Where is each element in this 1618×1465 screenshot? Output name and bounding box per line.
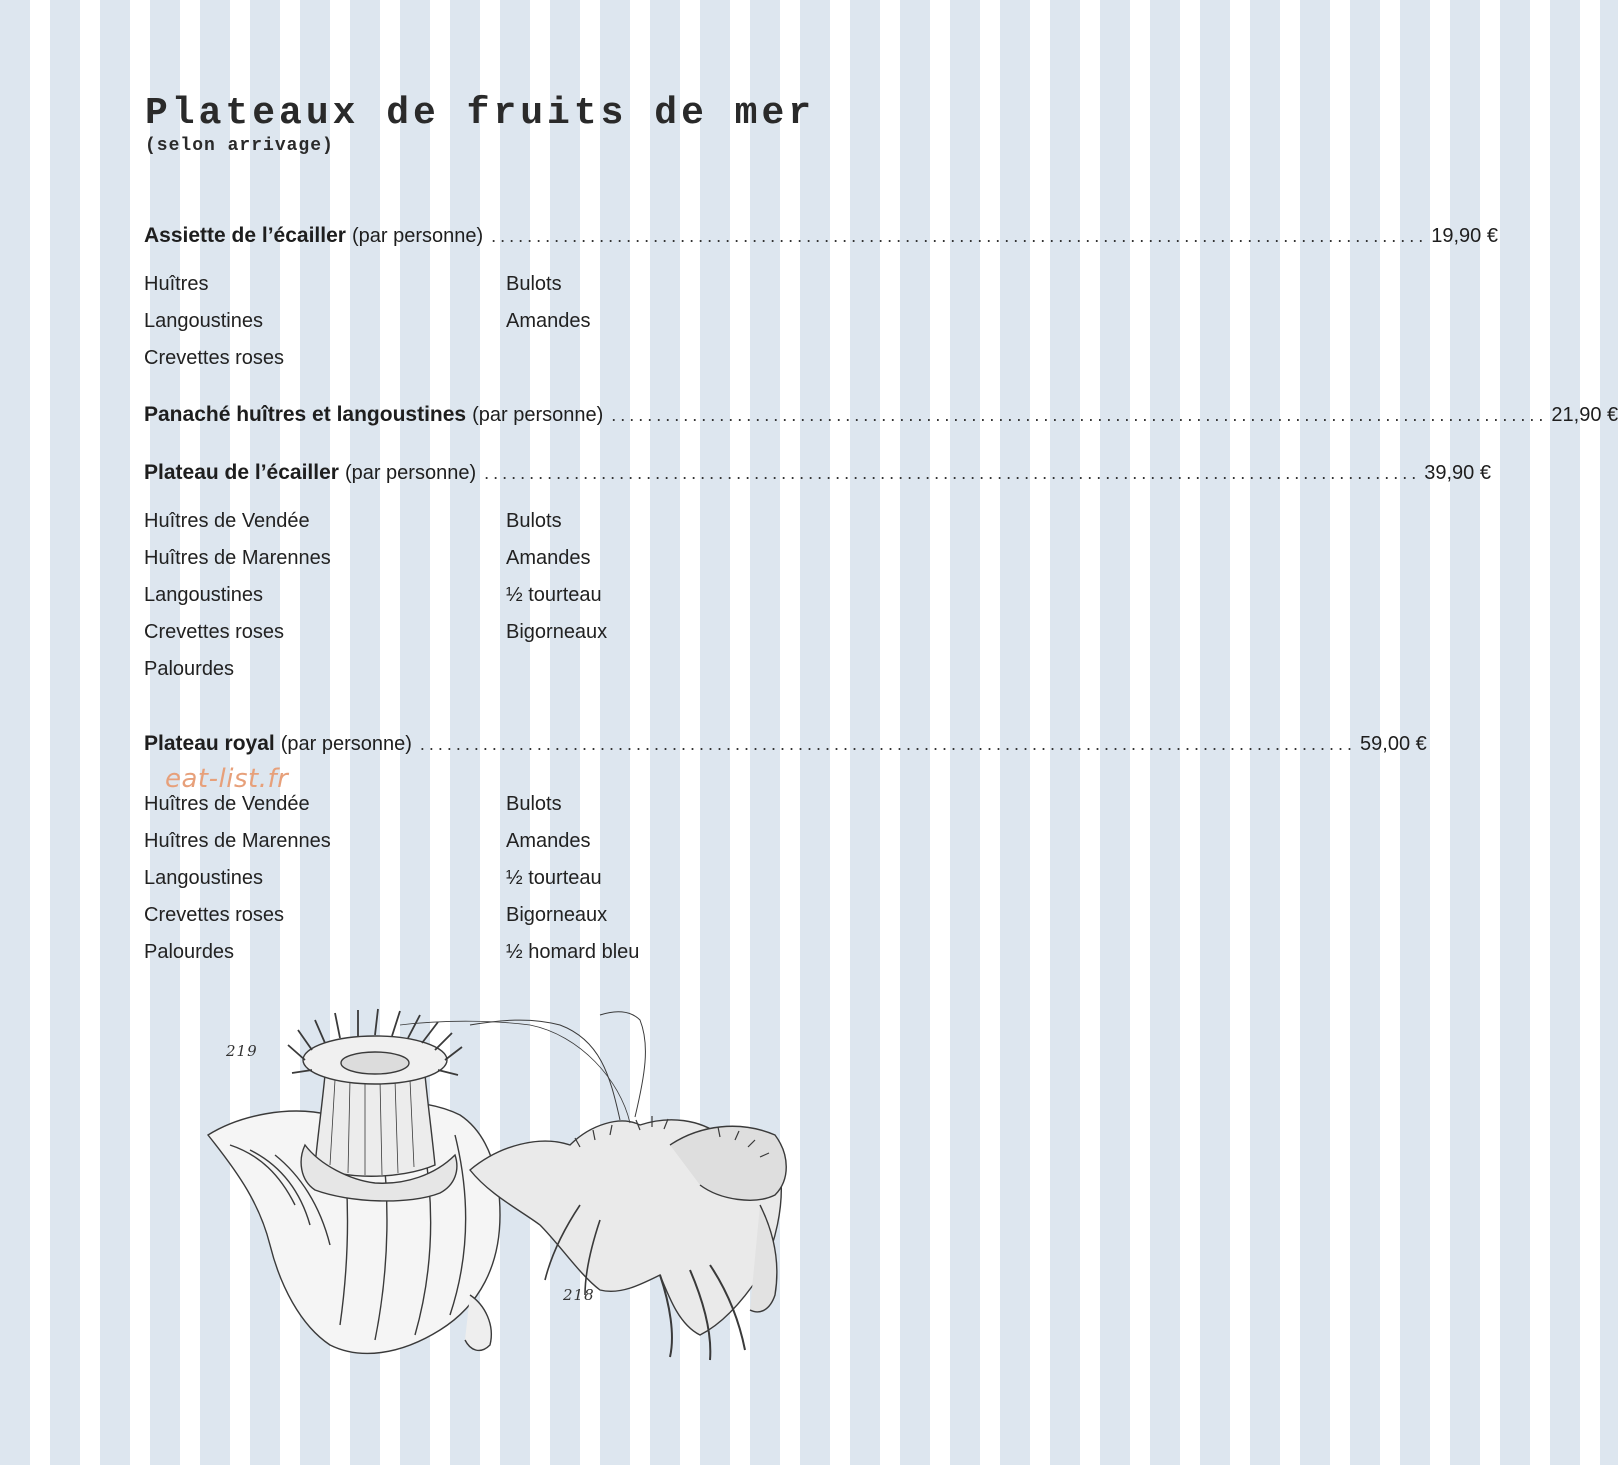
item-qualifier: (par personne) — [351, 225, 484, 247]
ingredient: Crevettes roses — [144, 347, 285, 369]
menu-title: Plateaux de fruits de mer — [145, 92, 816, 135]
item-name: Panaché huîtres et langoustines — [144, 403, 467, 426]
item-price: 19,90 € — [1431, 225, 1498, 247]
ingredient: Huîtres — [144, 273, 209, 295]
dot-leader: ........................................................................................................ — [419, 734, 1357, 754]
ingredient: Langoustines — [144, 584, 263, 606]
ingredient: Bulots — [506, 273, 562, 295]
ingredient: Crevettes roses — [144, 621, 285, 643]
item-price: 39,90 € — [1424, 462, 1491, 484]
seashell-anemone-crab-illustration — [200, 1005, 800, 1375]
ingredient: Huîtres de Vendée — [144, 510, 310, 532]
menu-item-assiette-ecailler — [144, 224, 1498, 252]
item-name: Plateau royal — [144, 732, 275, 755]
ingredient: Huîtres de Vendée — [144, 793, 310, 815]
plate-number-219: 219 — [226, 1042, 258, 1060]
ingredient: Crevettes roses — [144, 904, 285, 926]
ingredient: Palourdes — [144, 658, 235, 680]
menu-item-panache — [144, 403, 1618, 431]
item-name: Assiette de l’écailler — [144, 224, 346, 247]
plate-number-218: 218 — [563, 1286, 595, 1304]
item-price: 59,00 € — [1360, 733, 1427, 755]
ingredient: Bigorneaux — [506, 621, 608, 643]
ingredient: ½ homard bleu — [506, 941, 640, 963]
menu-item-plateau-ecailler — [144, 461, 1491, 489]
item-price: 21,90 € — [1551, 404, 1618, 426]
ingredient: Palourdes — [144, 941, 235, 963]
ingredient: Langoustines — [144, 867, 263, 889]
dot-leader: ........................................................................................................ — [484, 463, 1421, 483]
ingredient: ½ tourteau — [506, 867, 602, 889]
ingredient: Bigorneaux — [506, 904, 608, 926]
ingredient: Amandes — [506, 547, 591, 569]
ingredient: ½ tourteau — [506, 584, 602, 606]
ingredient: Huîtres de Marennes — [144, 547, 331, 569]
menu-item-plateau-royal — [144, 732, 1427, 760]
item-qualifier: (par personne) — [472, 404, 604, 426]
ingredient: Amandes — [506, 310, 591, 332]
ingredient: Langoustines — [144, 310, 263, 332]
watermark: eat-list.fr — [165, 764, 289, 794]
ingredient: Bulots — [506, 510, 562, 532]
item-qualifier: (par personne) — [280, 733, 412, 755]
dot-leader: ........................................................................................................ — [491, 226, 1428, 246]
ingredient: Huîtres de Marennes — [144, 830, 331, 852]
dot-leader: ........................................................................................................ — [611, 405, 1548, 425]
ingredient: Bulots — [506, 793, 562, 815]
menu-subtitle: (selon arrivage) — [145, 136, 334, 156]
item-qualifier: (par personne) — [344, 462, 477, 484]
item-name: Plateau de l’écailler — [144, 461, 339, 484]
ingredient: Amandes — [506, 830, 591, 852]
